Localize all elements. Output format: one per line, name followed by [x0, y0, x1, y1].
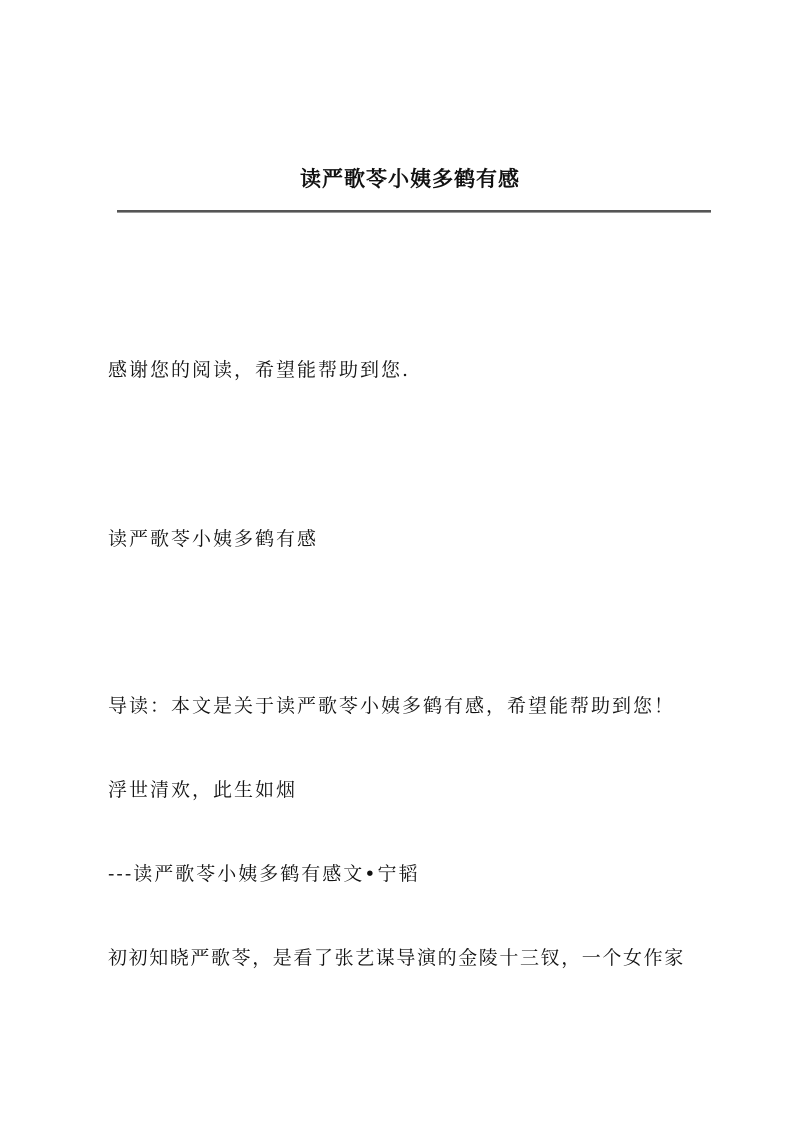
intro-paragraph: 导读：本文是关于读严歌苓小姨多鹤有感，希望能帮助到您！ — [108, 695, 676, 717]
thanks-paragraph: 感谢您的阅读，希望能帮助到您. — [108, 359, 411, 381]
byline-paragraph: ---读严歌苓小姨多鹤有感文•宁韬 — [108, 863, 420, 885]
body-paragraph: 初初知晓严歌苓，是看了张艺谋导演的金陵十三钗，一个女作家 — [108, 947, 685, 969]
article-heading: 读严歌苓小姨多鹤有感 — [108, 528, 319, 550]
document-title: 读严歌苓小姨多鹤有感 — [300, 166, 520, 191]
subtitle-paragraph: 浮世清欢，此生如烟 — [108, 779, 298, 801]
title-divider — [117, 210, 711, 213]
